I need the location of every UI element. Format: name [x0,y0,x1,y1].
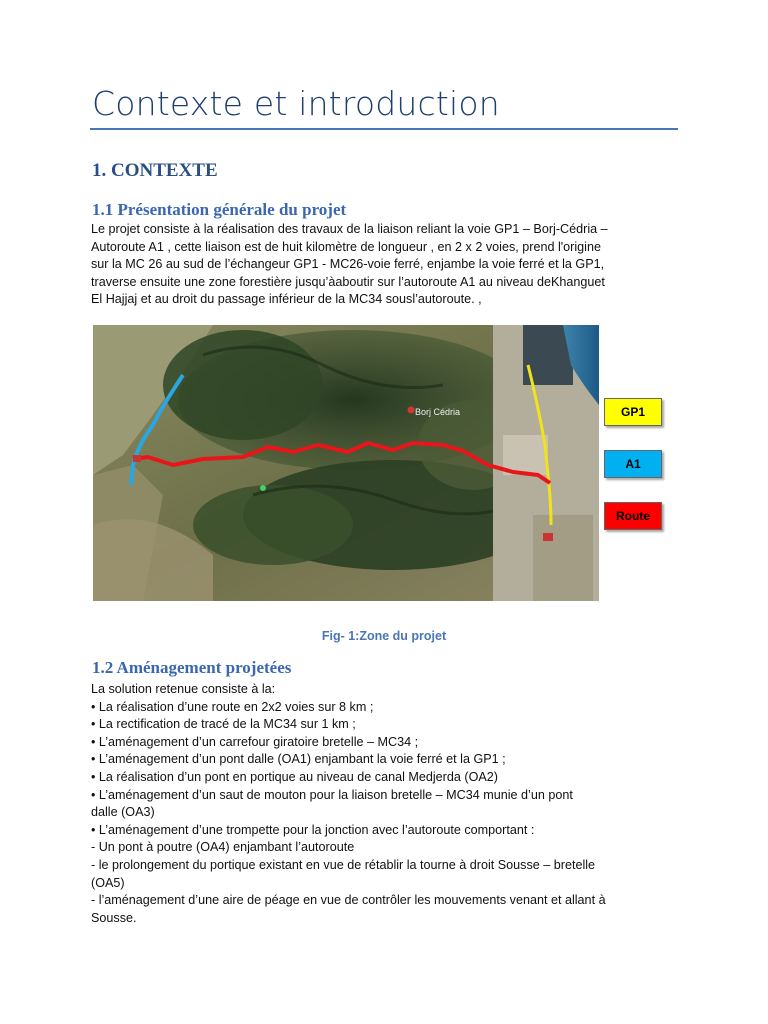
forest-area [193,485,353,565]
list-item: Sousse. [91,910,137,925]
page-title: Contexte et introduction [92,84,500,123]
legend-a1-label: A1 [625,457,641,471]
legend-route [604,502,662,530]
urban-area [503,435,548,475]
road-shield-icon [133,455,141,462]
legend-gp1 [604,398,662,426]
list-item: • L’aménagement d’une trompette pour la jonction avec l’autoroute comportant : [91,822,535,837]
title-underline [90,128,678,130]
list-item: • L’aménagement d’un carrefour giratoire bretelle – MC34 ; [91,734,419,749]
paragraph-line: Autoroute A1 , cette liaison est de huit kilomètre de longueur , en 2 x 2 voies, prend l'origine [91,239,601,254]
list-item: • L’aménagement d’un saut de mouton pour la liaison bretelle – MC34 munie d’un pont [91,787,573,802]
subsection-heading-amenagement: 1.2 Aménagement projetées [92,658,292,677]
poi-marker-icon [260,485,266,491]
list-item: (OA5) [91,875,125,890]
list-item: - l’aménagement d’une aire de péage en vue de contrôler les mouvements venant et allant à [91,893,606,908]
list-item: • La rectification de tracé de la MC34 sur 1 km ; [91,717,356,732]
legend-a1 [604,450,662,478]
paragraph-line: Le projet consiste à la réalisation des travaux de la liaison reliant la voie GP1 – Borj-Cédria – [91,222,608,236]
paragraph-line: El Hajjaj et au droit du passage inférieur de la MC34 sousl’autoroute. , [91,292,482,307]
legend-route-label: Route [616,509,650,523]
place-marker-icon [408,407,415,414]
list-item: - Un pont à poutre (OA4) enjambant l’autoroute [91,840,355,855]
list-item: • La réalisation d’une route en 2x2 voies sur 8 km ; [91,699,374,714]
place-label: Borj Cédria [415,407,461,417]
amenagement-list [91,681,681,927]
subsection-heading-presentation: 1.1 Présentation générale du projet [92,200,347,219]
paragraph-line: sur la MC 26 au sud de l’échangeur GP1 - MC26-voie ferré, enjambe la voie ferré et la GP1, [91,257,605,272]
road-shield-icon [543,533,553,541]
section-heading-contexte: 1. CONTEXTE [92,160,218,181]
paragraph-line: traverse ensuite une zone forestière jusqu’àaboutir sur l’autoroute A1 au niveau deKhanguet [91,274,605,289]
presentation-paragraph [91,221,681,309]
legend-gp1-label: GP1 [620,405,645,419]
list-item: dalle (OA3) [91,805,155,820]
figure-caption: Fig- 1:Zone du projet [321,629,447,643]
list-item: • L’aménagement d’un pont dalle (OA1) enjambant la voie ferré et la GP1 ; [91,752,506,767]
list-item: • La réalisation d’un pont en portique au niveau de canal Medjerda (OA2) [91,769,498,784]
project-zone-map [93,325,599,601]
list-item: La solution retenue consiste à la: [91,682,276,696]
farmland-area [533,515,593,601]
list-item: - le prolongement du portique existant en vue de rétablir la tourne à droit Sousse – bretelle [91,857,596,872]
